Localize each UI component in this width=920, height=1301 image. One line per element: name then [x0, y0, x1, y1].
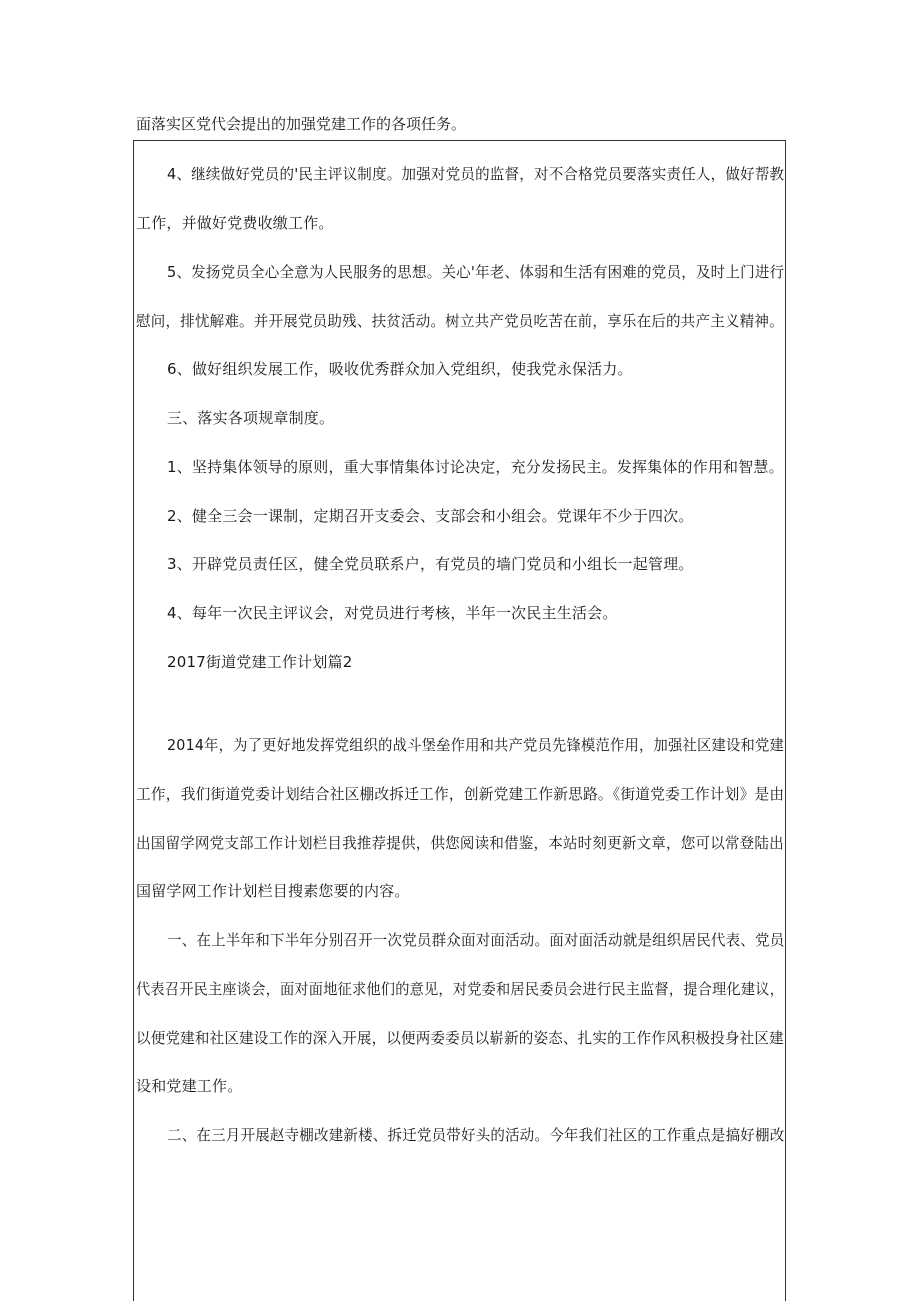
paragraph-line: 以便党建和社区建设工作的深入开展，以便两委委员以崭新的姿态、扎实的工作作风积极投身社区建 — [136, 1029, 784, 1047]
paragraph-line: 6、做好组织发展工作，吸收优秀群众加入党组织，使我党永保活力。 — [167, 360, 633, 378]
paragraph-line: 设和党建工作。 — [136, 1077, 243, 1095]
paragraph-line: 慰问，排忧解难。并开展党员助残、扶贫活动。树立共产党员吃苦在前，享乐在后的共产主义精神。 — [136, 312, 784, 330]
paragraph-line: 一、在上半年和下半年分别召开一次党员群众面对面活动。面对面活动就是组织居民代表、党员 — [167, 931, 785, 949]
paragraph-line: 3、开辟党员责任区，健全党员联系户，有党员的墙门党员和小组长一起管理。 — [167, 555, 694, 573]
paragraph-line: 5、发扬党员全心全意为人民服务的思想。关心'年老、体弱和生活有困难的党员，及时上门进行 — [167, 263, 785, 281]
paragraph-line: 2、健全三会一课制，定期召开支委会、支部会和小组会。党课年不少于四次。 — [167, 507, 694, 525]
paragraph-line: 工作，并做好党费收缴工作。 — [136, 214, 334, 232]
paragraph-line: 出国留学网党支部工作计划栏目我推荐提供，供您阅读和借鉴，本站时刻更新文章，您可以常登陆出 — [136, 834, 784, 852]
article-title: 2017街道党建工作计划篇2 — [167, 653, 353, 671]
paragraph-line: 代表召开民主座谈会，面对面地征求他们的意见，对党委和居民委员会进行民主监督，提合理化建议， — [136, 980, 785, 998]
paragraph-line: 2014年，为了更好地发挥党组织的战斗堡垒作用和共产党员先锋模范作用，加强社区建设和党建 — [167, 736, 784, 754]
intro-text-line: 面落实区党代会提出的加强党建工作的各项任务。 — [136, 115, 467, 133]
paragraph-line: 1、坚持集体领导的原则，重大事情集体讨论决定，充分发扬民主。发挥集体的作用和智慧。 — [167, 458, 784, 476]
paragraph-line: 工作，我们街道党委计划结合社区棚改拆迁工作，创新党建工作新思路。《街道党委工作计划》是由 — [136, 785, 785, 803]
paragraph-line: 4、每年一次民主评议会，对党员进行考核，半年一次民主生活会。 — [167, 604, 618, 622]
paragraph-line: 4、继续做好党员的'民主评议制度。加强对党员的监督，对不合格党员要落实责任人，做好帮教 — [167, 165, 785, 183]
paragraph-line: 二、在三月开展赵寺棚改建新楼、拆迁党员带好头的活动。今年我们社区的工作重点是搞好棚改 — [167, 1126, 785, 1144]
section-heading: 三、落实各项规章制度。 — [167, 409, 335, 427]
paragraph-line: 国留学网工作计划栏目搜素您要的内容。 — [136, 882, 410, 900]
